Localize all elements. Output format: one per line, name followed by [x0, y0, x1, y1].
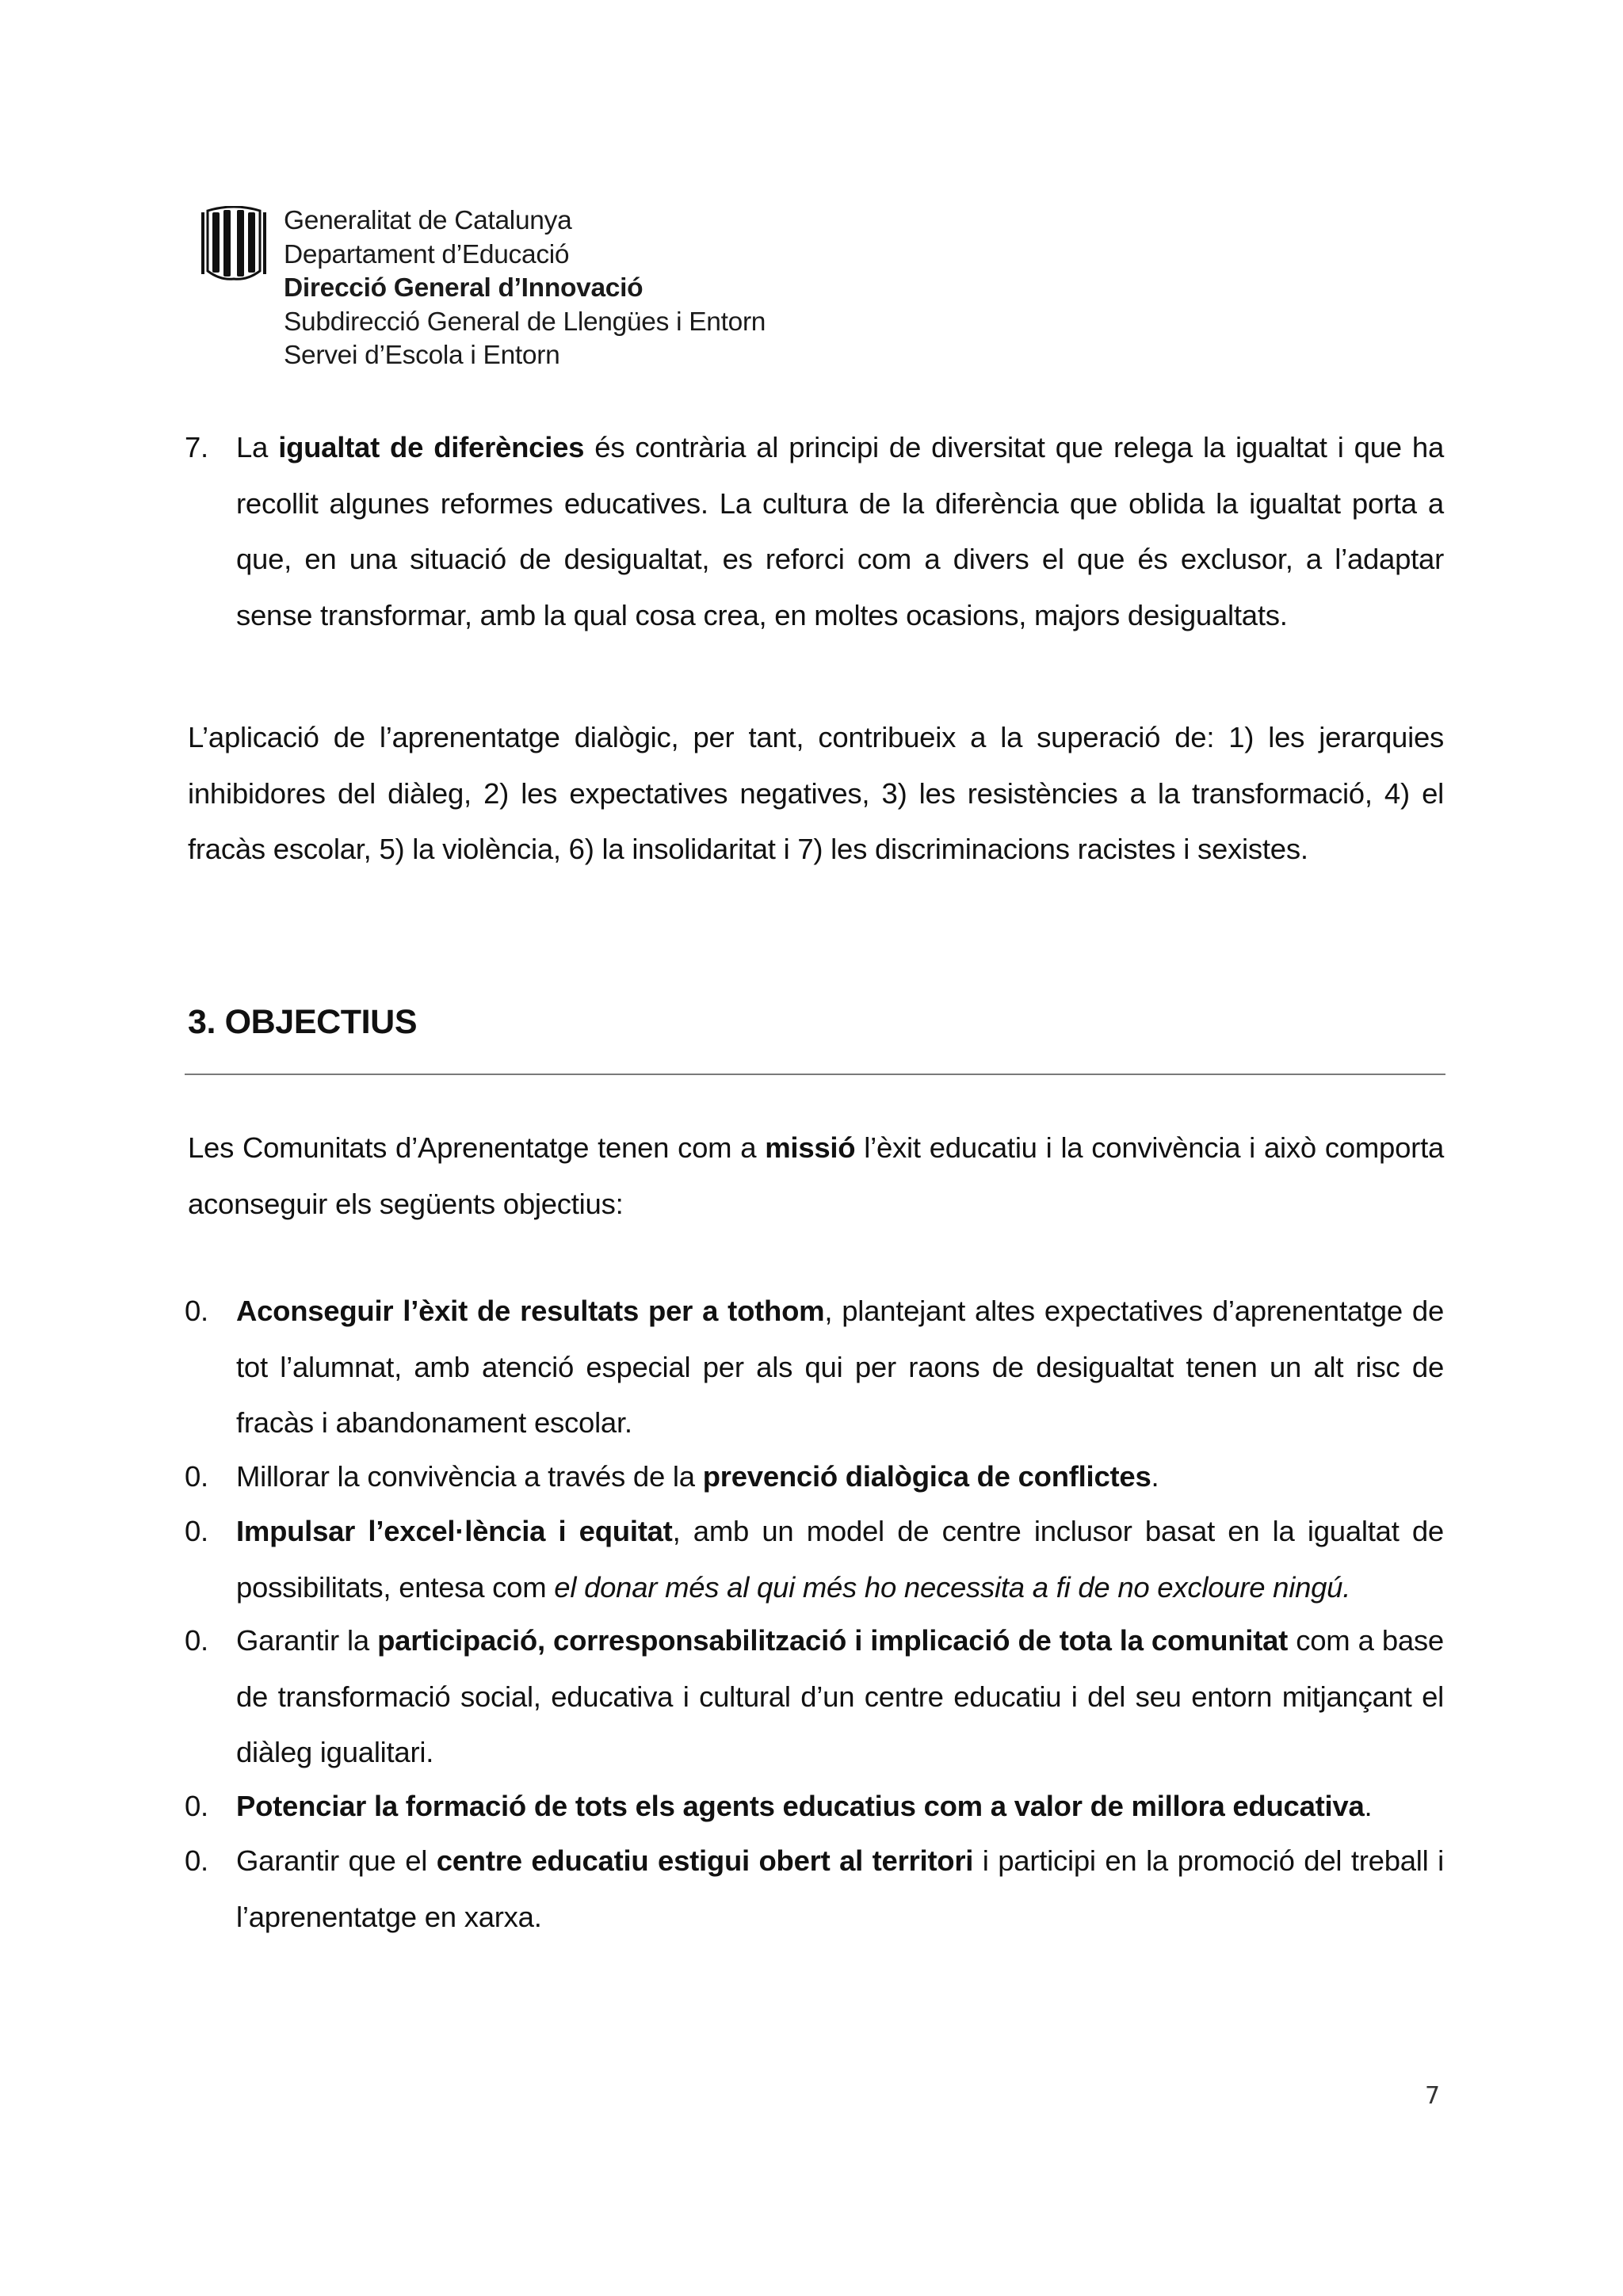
letterhead — [200, 204, 766, 373]
letterhead-text — [284, 204, 766, 373]
objective-item — [185, 1613, 1444, 1781]
header-line-5: Servei d’Escola i Entorn — [284, 341, 560, 370]
generalitat-logo-icon — [200, 206, 268, 280]
list-marker: 0. — [185, 1515, 208, 1547]
list-marker: 7. — [185, 431, 208, 463]
section-title: 3. OBJECTIUS — [188, 1003, 418, 1041]
header-line-1: Generalitat de Catalunya — [284, 206, 572, 235]
objective-text: Millorar la convivència a través de la prevenció dialògica de conflictes. — [236, 1460, 1159, 1493]
page-number: 7 — [1425, 2082, 1441, 2110]
list-item-7 — [185, 420, 1444, 643]
list-item-text: La igualtat de diferències és contrària al principi de diversitat que relega la igualtat i que ha recollit algunes reformes educatives. La cultura de la diferència que oblida la igualtat porta a que, en una situació de desigualtat, es reforci com a divers el que és exclusor, a l’adaptar sense transformar, amb la qual cosa crea, en moltes ocasions, majors desigualtats. — [236, 431, 1445, 631]
objective-text: Aconseguir l’èxit de resultats per a tothom, plantejant altes expectatives d’aprenentatge de tot l’alumnat, amb atenció especial per als qui per raons de desigualtat tenen un alt risc de fracàs i abandonament escolar. — [236, 1295, 1444, 1439]
objective-item — [185, 1504, 1444, 1615]
objective-item — [185, 1833, 1444, 1945]
header-line-3: Direcció General d’Innovació — [284, 273, 643, 303]
list-marker: 0. — [185, 1624, 208, 1657]
list-marker: 0. — [185, 1844, 208, 1877]
list-marker: 0. — [185, 1790, 208, 1822]
list-marker: 0. — [185, 1295, 208, 1327]
objective-text: Impulsar l’excel·lència i equitat, amb un model de centre inclusor basat en la igualtat de possibilitats, entesa com el donar més al qui més ho necessita a fi de no excloure ningú. — [236, 1515, 1444, 1604]
objective-text: Garantir la participació, corresponsabilització i implicació de tota la comunitat com a base de transformació social, educativa i cultural d’un centre educatiu i del seu entorn mitjançant el diàleg igualitari. — [236, 1624, 1444, 1768]
objective-item — [185, 1449, 1444, 1505]
paragraph-mission: Les Comunitats d’Aprenentatge tenen com a missió l’èxit educatiu i la convivència i això comporta aconseguir els següents objectius: — [188, 1131, 1445, 1220]
objective-item — [185, 1779, 1444, 1835]
objective-text: Garantir que el centre educatiu estigui obert al territori i participi en la promoció del treball i l’aprenentatge en xarxa. — [236, 1844, 1444, 1933]
paragraph-dialogic-learning: L’aplicació de l’aprenentatge dialògic, per tant, contribueix a la superació de: 1) les jerarquies inhibidores del diàleg, 2) les expectatives negatives, 3) les resistències a la transformació, 4) el fracàs escolar, 5) la violència, 6) la insolidaritat i 7) les discriminacions racistes i sexistes. — [188, 721, 1444, 865]
header-line-2: Departament d’Educació — [284, 239, 570, 269]
header-line-4: Subdirecció General de Llengües i Entorn — [284, 307, 766, 337]
section-divider — [185, 1074, 1445, 1075]
objective-text: Potenciar la formació de tots els agents educatius com a valor de millora educativa. — [236, 1790, 1373, 1822]
objective-item — [185, 1283, 1444, 1451]
list-marker: 0. — [185, 1460, 208, 1493]
